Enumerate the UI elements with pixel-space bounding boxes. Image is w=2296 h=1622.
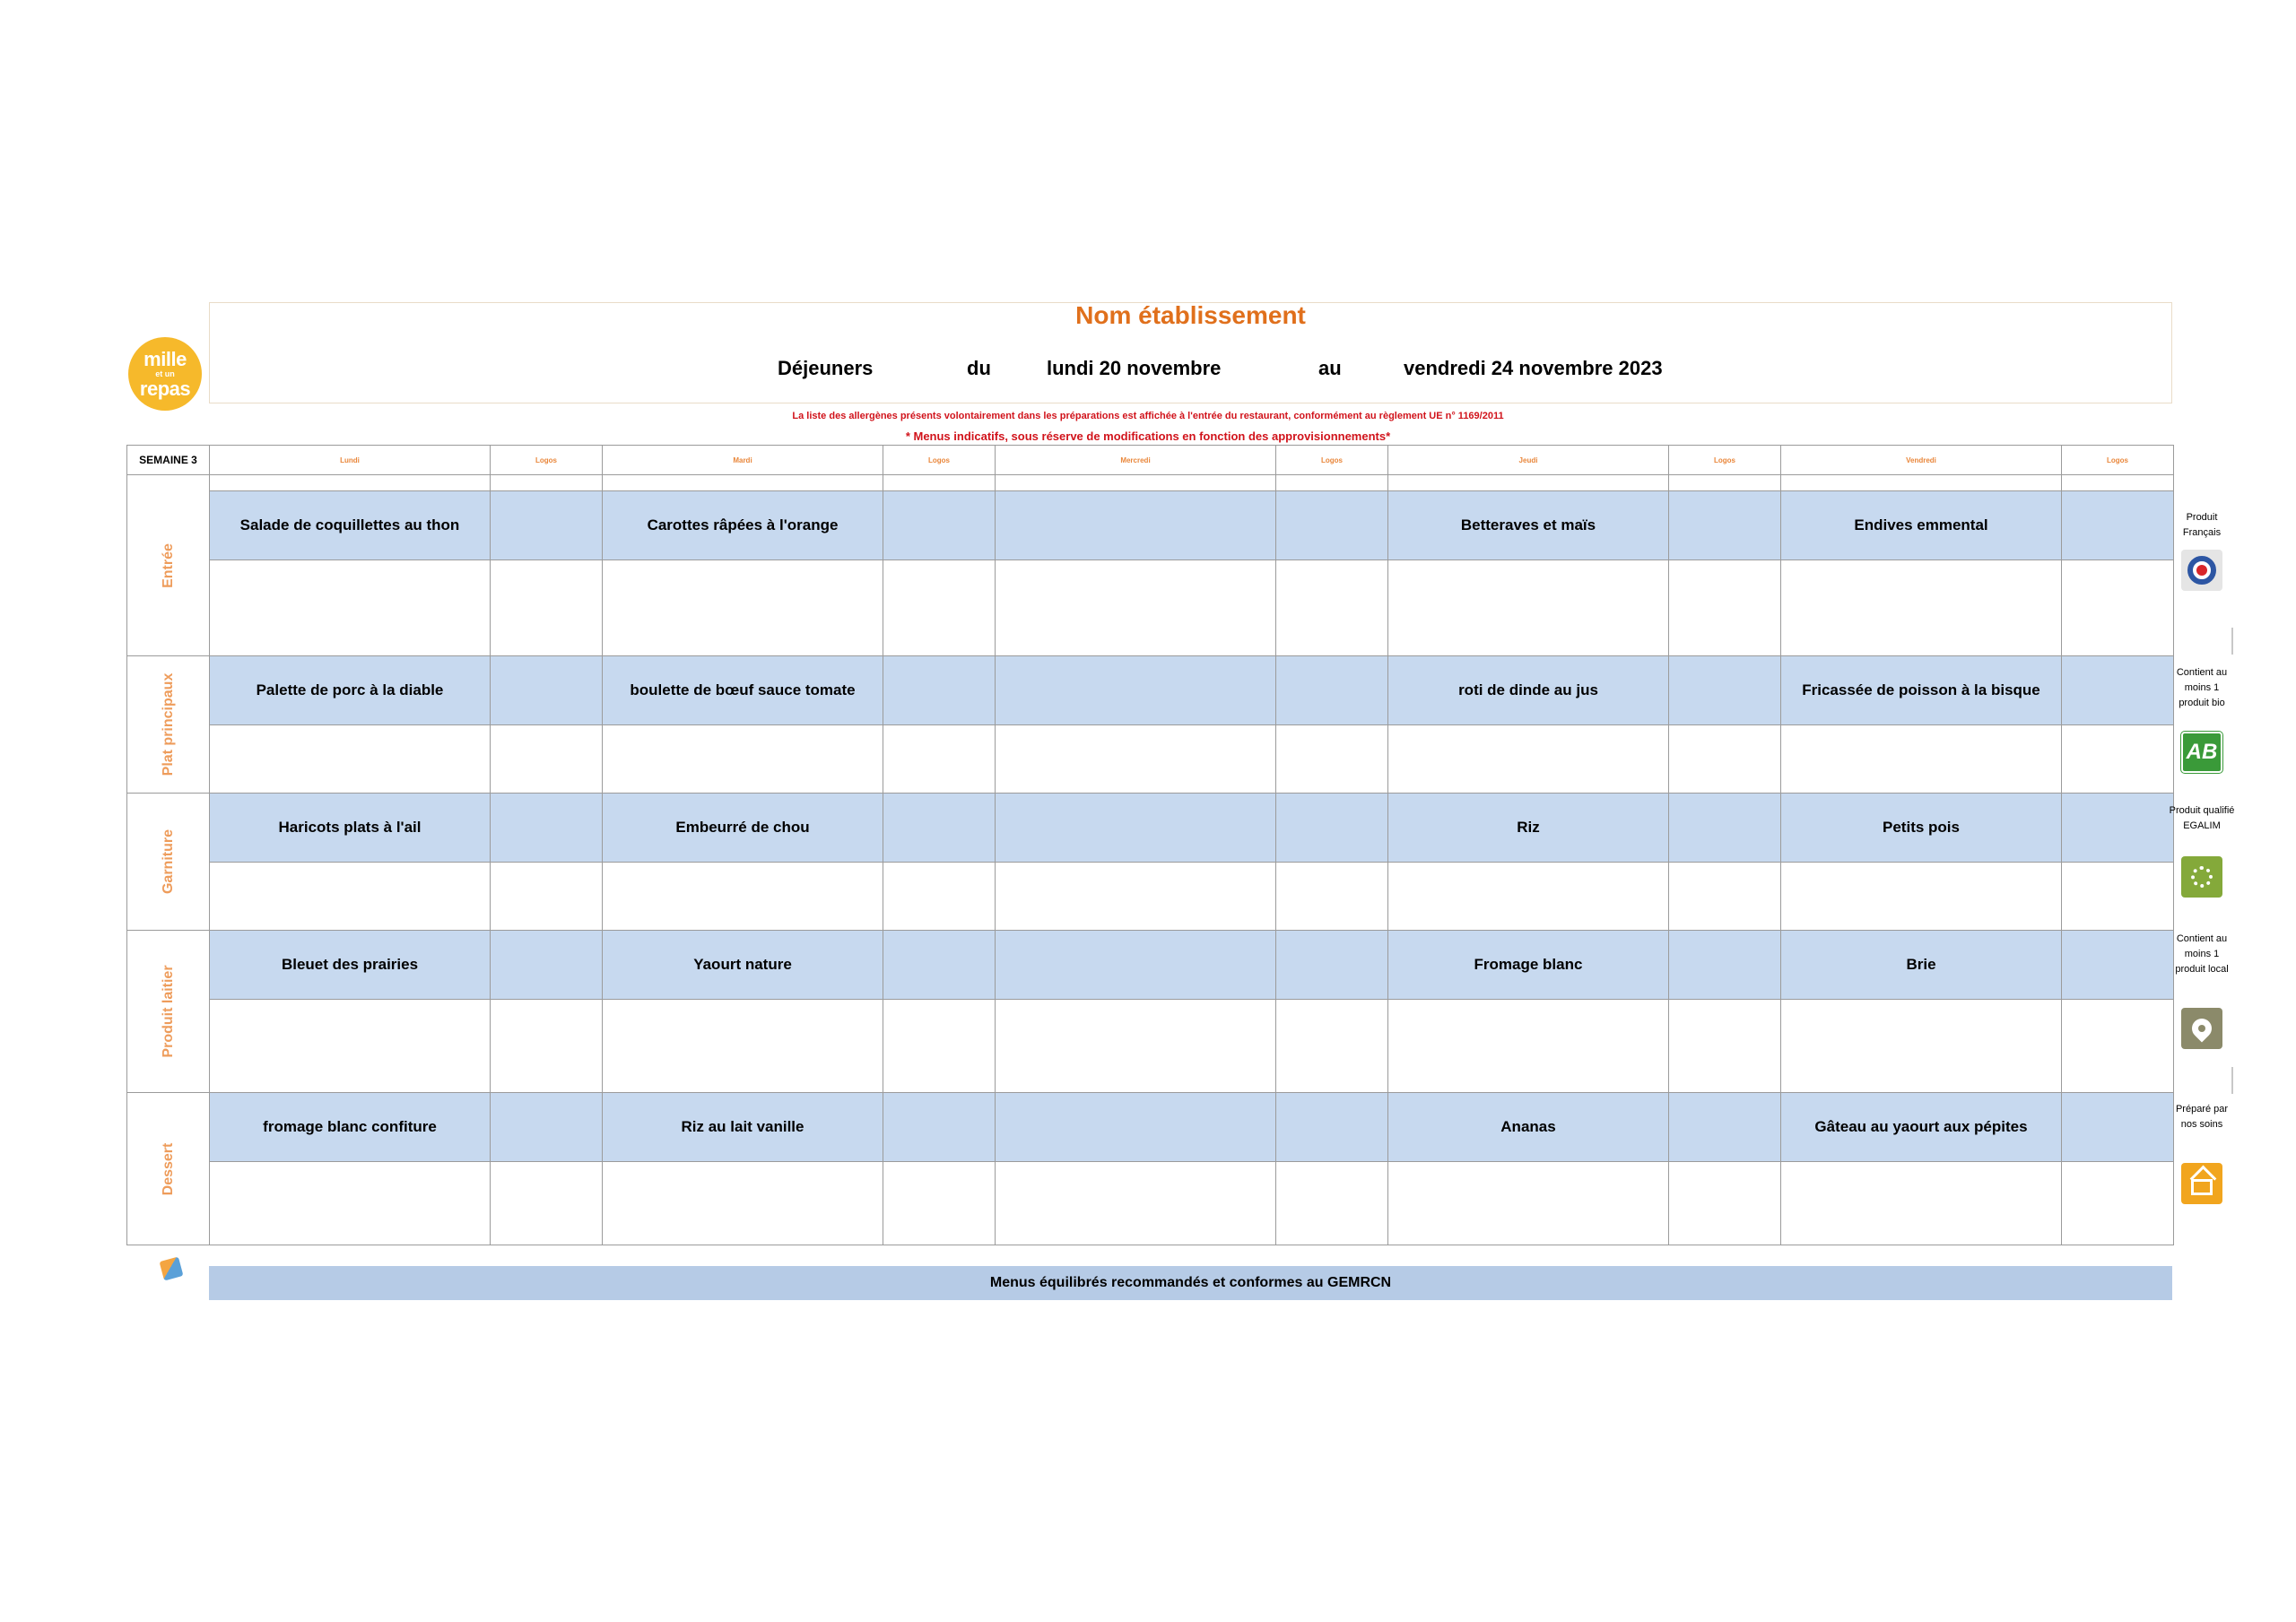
empty-cell <box>1781 1000 2062 1093</box>
dish-cell: Palette de porc à la diable <box>210 656 491 725</box>
col-header-lundi: Lundi <box>210 446 491 475</box>
logo-cell <box>1276 656 1388 725</box>
table-header-row <box>127 446 2174 475</box>
logo-cell <box>1669 1093 1781 1162</box>
empty-cell <box>210 560 491 656</box>
category-label: Dessert <box>160 1142 176 1195</box>
dish-cell <box>996 491 1276 560</box>
logo-cell <box>2062 725 2174 794</box>
legend-divider <box>2231 628 2233 655</box>
logo-cell <box>1669 491 1781 560</box>
logo-cell <box>1669 725 1781 794</box>
dish-cell <box>996 1093 1276 1162</box>
weekly-menu-table <box>126 445 2174 1245</box>
empty-cell <box>603 560 883 656</box>
logo-cell <box>1276 725 1388 794</box>
empty-cell <box>1781 1162 2062 1245</box>
legend-label-homemade: Préparé par nos soins <box>2175 1104 2229 1130</box>
dish-cell: Carottes râpées à l'orange <box>603 491 883 560</box>
logo-cell <box>2062 475 2174 491</box>
week-label: SEMAINE 3 <box>127 446 210 475</box>
col-header-jeudi: Jeudi <box>1388 446 1669 475</box>
empty-cell <box>996 1162 1276 1245</box>
dish-cell: Brie <box>1781 931 2062 1000</box>
logo-cell <box>883 794 996 863</box>
french-flag-icon <box>2181 550 2222 591</box>
ab-bio-icon: AB <box>2181 732 2222 773</box>
dish-cell: Fromage blanc <box>1388 931 1669 1000</box>
category-cell <box>127 931 210 1093</box>
empty-cell <box>1781 560 2062 656</box>
logo-cell <box>1276 560 1388 656</box>
logo-cell <box>491 491 603 560</box>
empty-cell <box>996 863 1276 931</box>
empty-cell <box>603 863 883 931</box>
legend-label-bio: Contient au moins 1 produit bio <box>2176 667 2228 708</box>
dish-cell <box>996 656 1276 725</box>
category-label: Garniture <box>160 828 176 895</box>
logo-cell <box>1669 1000 1781 1093</box>
empty-cell <box>1388 863 1669 931</box>
empty-cell <box>1781 863 2062 931</box>
date-from-label: du <box>967 357 991 379</box>
col-header-vendredi: Vendredi <box>1781 446 2062 475</box>
logo-cell <box>491 1162 603 1245</box>
logo-cell <box>2062 1162 2174 1245</box>
logo-cell <box>883 475 996 491</box>
dish-cell: Ananas <box>1388 1093 1669 1162</box>
table-row <box>127 794 2174 863</box>
logo-cell <box>2062 1000 2174 1093</box>
table-row <box>127 491 2174 560</box>
category-label: Produit laitier <box>160 965 176 1058</box>
table-row <box>127 1162 2174 1245</box>
col-header-mardi: Mardi <box>603 446 883 475</box>
logo-cell <box>1669 656 1781 725</box>
dish-cell: Petits pois <box>1781 794 2062 863</box>
logo-cell <box>491 1000 603 1093</box>
logo-cell <box>2062 1093 2174 1162</box>
logo-cell <box>1669 475 1781 491</box>
empty-cell <box>996 475 1276 491</box>
empty-cell <box>210 863 491 931</box>
logo-cell <box>491 725 603 794</box>
empty-cell <box>210 1162 491 1245</box>
col-header-logos: Logos <box>883 446 996 475</box>
logo-cell <box>1276 794 1388 863</box>
dish-cell: Betteraves et maïs <box>1388 491 1669 560</box>
empty-cell <box>1388 725 1669 794</box>
indicative-menu-notice: * Menus indicatifs, sous réserve de modifications en fonction des approvisionnements* <box>905 429 1391 443</box>
category-cell <box>127 794 210 931</box>
col-header-logos: Logos <box>2062 446 2174 475</box>
dish-cell: Gâteau au yaourt aux pépites <box>1781 1093 2062 1162</box>
dish-cell <box>996 931 1276 1000</box>
col-header-logos: Logos <box>491 446 603 475</box>
logo-cell <box>883 560 996 656</box>
empty-cell <box>1388 475 1669 491</box>
empty-cell <box>1388 560 1669 656</box>
logo-cell <box>1669 794 1781 863</box>
gemrcn-banner: Menus équilibrés recommandés et conformes au GEMRCN <box>209 1266 2172 1300</box>
logo-cell <box>2062 656 2174 725</box>
category-label: Plat principaux <box>160 672 176 776</box>
mille-et-un-repas-logo: mille et un repas <box>128 337 202 411</box>
egalim-icon <box>2181 856 2222 898</box>
legend-label-local: Contient au moins 1 produit local <box>2175 933 2229 975</box>
logo-cell <box>883 491 996 560</box>
logo-cell <box>1276 1162 1388 1245</box>
dish-cell: boulette de bœuf sauce tomate <box>603 656 883 725</box>
legend-label-french: Produit Français <box>2182 512 2222 538</box>
house-icon <box>2181 1163 2222 1204</box>
category-cell <box>127 1093 210 1245</box>
logo-cell <box>491 931 603 1000</box>
logo-cell <box>491 560 603 656</box>
empty-cell <box>996 725 1276 794</box>
logo-cell <box>883 1162 996 1245</box>
logo-cell <box>2062 560 2174 656</box>
logo-cell <box>883 1093 996 1162</box>
logo-cell <box>883 863 996 931</box>
table-row <box>127 1093 2174 1162</box>
logo-cell <box>883 931 996 1000</box>
logo-cell <box>883 725 996 794</box>
col-header-logos: Logos <box>1276 446 1388 475</box>
logo-cell <box>2062 794 2174 863</box>
table-row <box>127 656 2174 725</box>
dish-cell: Riz au lait vanille <box>603 1093 883 1162</box>
table-row <box>127 1000 2174 1093</box>
empty-cell <box>996 1000 1276 1093</box>
table-row <box>127 863 2174 931</box>
logo-cell <box>491 1093 603 1162</box>
empty-cell <box>603 1000 883 1093</box>
allergen-notice: La liste des allergènes présents volontairement dans les préparations est affichée à l'entrée du restaurant, conformément au règlement UE n° 1169/2011 <box>792 411 1504 421</box>
logo-cell <box>491 656 603 725</box>
logo-cell <box>1276 863 1388 931</box>
meal-type: Déjeuners <box>778 357 874 379</box>
empty-cell <box>1781 725 2062 794</box>
col-header-logos: Logos <box>1669 446 1781 475</box>
logo-cell <box>883 656 996 725</box>
empty-cell <box>603 1162 883 1245</box>
start-date: lundi 20 novembre <box>1047 357 1222 379</box>
logo-cell <box>2062 491 2174 560</box>
dish-cell: Fricassée de poisson à la bisque <box>1781 656 2062 725</box>
end-date: vendredi 24 novembre 2023 <box>1404 357 1663 379</box>
empty-cell <box>1388 1000 1669 1093</box>
category-cell <box>127 475 210 656</box>
col-header-mercredi: Mercredi <box>996 446 1276 475</box>
establishment-name: Nom établissement <box>1075 301 1306 329</box>
empty-cell <box>603 725 883 794</box>
dish-cell: fromage blanc confiture <box>210 1093 491 1162</box>
legend-divider <box>2231 1067 2233 1094</box>
dish-cell: Endives emmental <box>1781 491 2062 560</box>
dish-cell: Salade de coquillettes au thon <box>210 491 491 560</box>
logo-cell <box>2062 863 2174 931</box>
logo-cell <box>1276 491 1388 560</box>
logo-cell <box>1276 1000 1388 1093</box>
legend-label-egalim: Produit qualifié EGALIM <box>2169 805 2235 831</box>
empty-cell <box>1781 475 2062 491</box>
empty-cell <box>996 560 1276 656</box>
date-to-label: au <box>1318 357 1342 379</box>
gemrcn-icon <box>160 1257 184 1281</box>
category-label: Entrée <box>160 542 176 588</box>
logo-cell <box>2062 931 2174 1000</box>
logo-cell <box>1276 931 1388 1000</box>
empty-cell <box>210 1000 491 1093</box>
logo-cell <box>883 1000 996 1093</box>
empty-cell <box>603 475 883 491</box>
logo-cell <box>491 794 603 863</box>
empty-cell <box>210 475 491 491</box>
empty-cell <box>1388 1162 1669 1245</box>
location-pin-icon <box>2181 1008 2222 1049</box>
logo-cell <box>1669 931 1781 1000</box>
logo-cell <box>491 863 603 931</box>
dish-cell: Embeurré de chou <box>603 794 883 863</box>
dish-cell: Yaourt nature <box>603 931 883 1000</box>
category-cell <box>127 656 210 794</box>
empty-cell <box>210 725 491 794</box>
table-row <box>127 725 2174 794</box>
table-row <box>127 475 2174 491</box>
logo-cell <box>1276 475 1388 491</box>
dish-cell: Haricots plats à l'ail <box>210 794 491 863</box>
logo-cell <box>1669 560 1781 656</box>
dish-cell: Bleuet des prairies <box>210 931 491 1000</box>
logo-cell <box>1669 1162 1781 1245</box>
dish-cell: Riz <box>1388 794 1669 863</box>
table-row <box>127 560 2174 656</box>
logo-cell <box>491 475 603 491</box>
table-row <box>127 931 2174 1000</box>
logo-cell <box>1276 1093 1388 1162</box>
dish-cell <box>996 794 1276 863</box>
dish-cell: roti de dinde au jus <box>1388 656 1669 725</box>
logo-cell <box>1669 863 1781 931</box>
